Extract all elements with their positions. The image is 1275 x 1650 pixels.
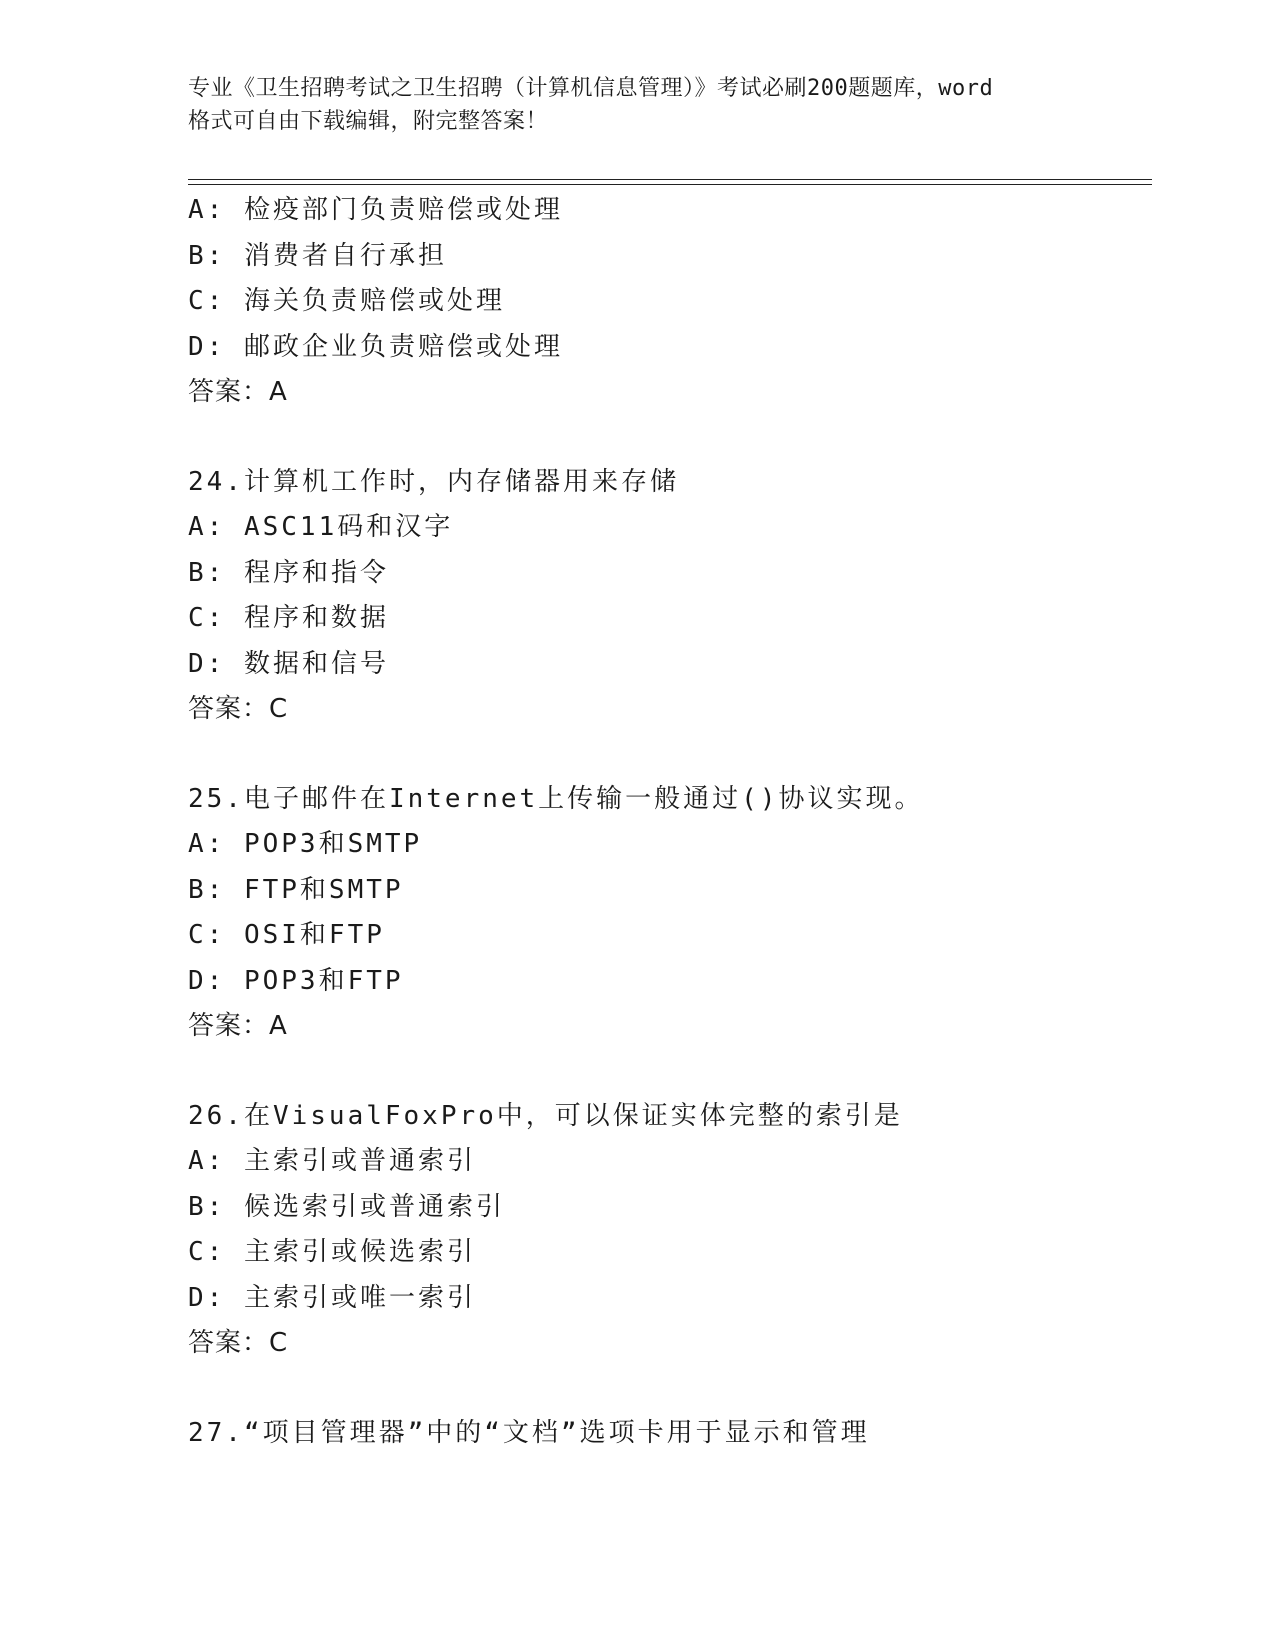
option-b: B: 程序和指令 [188, 557, 389, 588]
question-block-25 [188, 777, 1148, 1050]
option-d: D: 邮政企业负责赔偿或处理 [188, 331, 563, 362]
question-block-27 [188, 1411, 1148, 1457]
header-line-2: 格式可自由下载编辑，附完整答案！ [188, 109, 549, 134]
block-spacer [188, 733, 1148, 777]
header-line-1: 专业《卫生招聘考试之卫生招聘（计算机信息管理）》考试必刷200题题库，word [188, 76, 994, 101]
option-b: B: FTP和SMTP [188, 874, 404, 905]
option-c: C: 海关负责赔偿或处理 [188, 286, 505, 316]
question-text: 27.“项目管理器”中的“文档”选项卡用于显示和管理 [188, 1417, 870, 1448]
option-d: D: 主索引或唯一索引 [188, 1282, 476, 1313]
question-text: 26.在VisualFoxPro中，可以保证实体完整的索引是 [188, 1100, 903, 1131]
option-a: A: POP3和SMTP [188, 829, 423, 859]
answer-label: 答案：C [188, 694, 289, 724]
question-text: 24.计算机工作时，内存储器用来存储 [188, 466, 679, 497]
answer-label: 答案：C [188, 1328, 289, 1358]
option-d: D: POP3和FTP [188, 965, 404, 996]
block-spacer [188, 416, 1148, 460]
header-divider-top [188, 179, 1152, 180]
block-spacer [188, 1367, 1148, 1411]
option-b: B: 候选索引或普通索引 [188, 1191, 505, 1222]
document-header [188, 72, 1088, 138]
option-d: D: 数据和信号 [188, 648, 389, 679]
option-a: A: ASC11码和汉字 [188, 512, 454, 542]
header-divider-bottom [188, 184, 1152, 185]
option-b: B: 消费者自行承担 [188, 240, 447, 271]
question-text: 25.电子邮件在Internet上传输一般通过()协议实现。 [188, 783, 924, 814]
question-list [188, 188, 1148, 1456]
option-c: C: OSI和FTP [188, 920, 385, 950]
block-spacer [188, 1050, 1148, 1094]
option-c: C: 程序和数据 [188, 603, 389, 633]
option-a: A: 检疫部门负责赔偿或处理 [188, 195, 563, 225]
answer-label: 答案：A [188, 1011, 288, 1041]
option-c: C: 主索引或候选索引 [188, 1237, 476, 1267]
option-a: A: 主索引或普通索引 [188, 1146, 476, 1176]
question-block-24 [188, 460, 1148, 733]
question-block-26 [188, 1094, 1148, 1367]
question-block-23 [188, 188, 1148, 416]
answer-label: 答案：A [188, 377, 288, 407]
